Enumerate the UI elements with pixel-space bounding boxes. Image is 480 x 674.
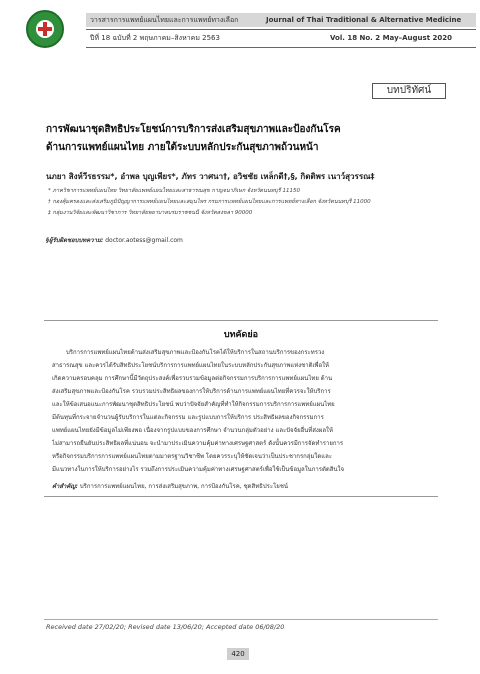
header-rule-bottom xyxy=(86,47,476,48)
abstract-line: มีแนวทางในการให้บริการอย่างไร รวมถึงการประเมินความคุ้มค่าทางเศรษฐศาสตร์เพื่อใช้เป็นข้อมูลในการตัดสินใจ xyxy=(52,466,344,473)
corresponding-label: §ผู้รับผิดชอบบทความ: xyxy=(46,237,104,244)
journal-logo xyxy=(26,10,64,48)
abstract-line: มีต้นทุนที่กระจายจำนวนผู้รับบริการในแต่ละกิจกรรม และรูปแบบการให้บริการ ประสิทธิผลของกิจกรรมการ xyxy=(52,414,324,421)
section-tag: บทปริทัศน์ xyxy=(372,83,446,99)
abstract-line: แพทย์แผนไทยยังมีข้อมูลไม่เพียงพอ เนื่องจากรูปแบบของการศึกษา จำนวนกลุ่มตัวอย่าง และปัจจัยอื่นที่ส่งผลให้ xyxy=(52,427,333,434)
footer-rule xyxy=(44,619,438,620)
abstract-line: และให้ข้อเสนอแนะการพัฒนาชุดสิทธิประโยชน์ พบว่าปัจจัยสำคัญที่ทำให้กิจกรรมการบริการการแพทย์แผนไทย xyxy=(52,401,335,408)
keywords-label: คำสำคัญ: xyxy=(52,483,78,490)
affiliation-3: ‡ กลุ่มงานวิจัยและพัฒนาวิชาการ วิทยาลัยพยาบาลบรมราชชนนี จังหวัดสงขลา 90000 xyxy=(48,210,253,216)
page-number: 420 xyxy=(227,648,249,660)
keywords xyxy=(52,481,288,491)
issue-th: ปีที่ 18 ฉบับที่ 2 พฤษภาคม–สิงหาคม 2563 xyxy=(90,34,220,42)
logo-cross-bar xyxy=(38,27,52,31)
corresponding-author xyxy=(46,235,183,245)
abstract-line: เกิดความครอบคลุม การศึกษานี้มีวัตถุประสงค์เพื่อรวบรวมข้อมูลต่อกิจกรรมการบริการการแพทย์แผนไทย ด้าน xyxy=(52,375,333,382)
corresponding-email[interactable]: doctor.aotess@gmail.com xyxy=(105,237,183,244)
keywords-text: บริการการแพทย์แผนไทย, การส่งเสริมสุขภาพ, การป้องกันโรค, ชุดสิทธิประโยชน์ xyxy=(79,483,288,490)
abstract-box xyxy=(44,320,438,497)
received-dates: Received date 27/02/20; Revised date 13/06/20; Accepted date 06/08/20 xyxy=(46,623,285,631)
journal-title-en: Journal of Thai Traditional & Alternative Medicine xyxy=(266,16,462,24)
author-list: นภยา สิงห์วีรธรรม*, อำพล บุญเพียร*, ภัทร วาศนา†, อวิชชัย เหล็กดี†,§, กิตติพร เนาว์สุวรรณ‡ xyxy=(46,172,375,181)
header-rule xyxy=(86,29,476,30)
abstract-line: ส่งเสริมสุขภาพและป้องกันโรค รวบรวมประสิทธิผลของการให้บริการด้านการแพทย์แผนไทยที่ควรจะให้บริการ xyxy=(52,388,331,395)
journal-header xyxy=(0,0,480,54)
journal-title-th: วารสารการแพทย์แผนไทยและการแพทย์ทางเลือก xyxy=(90,16,239,24)
affiliation-1: * ภาควิชาการแพทย์แผนไทย วิทยาลัยแพทย์แผนไทยและสาธารณสุข กาญจนาภิเษก จังหวัดนนทบุรี 11150 xyxy=(48,188,300,194)
affiliation-2: † กองคุ้มครองและส่งเสริมภูมิปัญญาการแพทย์แผนไทยและสมุนไพร กรมการแพทย์แผนไทยและการแพทย์ทางเลือก จังหวัดนนทบุรี 11000 xyxy=(48,199,371,205)
abstract-title: บทคัดย่อ xyxy=(223,330,259,340)
abstract-line: ไม่สามารถยืนยันประสิทธิผลที่แน่นอน จะนำมาประเมินความคุ้มค่าทางเศรษฐศาสตร์ ดังนั้นควรมีการจัดทำรายการ xyxy=(52,440,344,447)
issue-en: Vol. 18 No. 2 May–August 2020 xyxy=(330,34,452,42)
abstract-line: บริการการแพทย์แผนไทยด้านส่งเสริมสุขภาพและป้องกันโรคได้ให้บริการในสถานบริการของกระทรวง xyxy=(66,349,325,356)
abstract-line: สาธารณสุข และควรได้รับสิทธิประโยชน์บริการการแพทย์แผนไทยในระบบหลักประกันสุขภาพแห่งชาติเพื่อให้ xyxy=(52,362,330,369)
abstract-line: หรือกิจกรรมบริการการแพทย์แผนไทยตามมาตรฐานวิชาชีพ โดยควรระบุให้ชัดเจนว่าเป็นประชากรกลุ่มใดและ xyxy=(52,453,333,460)
article-title-line2: ด้านการแพทย์แผนไทย ภายใต้ระบบหลักประกันสุขภาพถ้วนหน้า xyxy=(46,142,319,153)
article-title-line1: การพัฒนาชุดสิทธิประโยชน์การบริการส่งเสริมสุขภาพและป้องกันโรค xyxy=(46,124,341,135)
